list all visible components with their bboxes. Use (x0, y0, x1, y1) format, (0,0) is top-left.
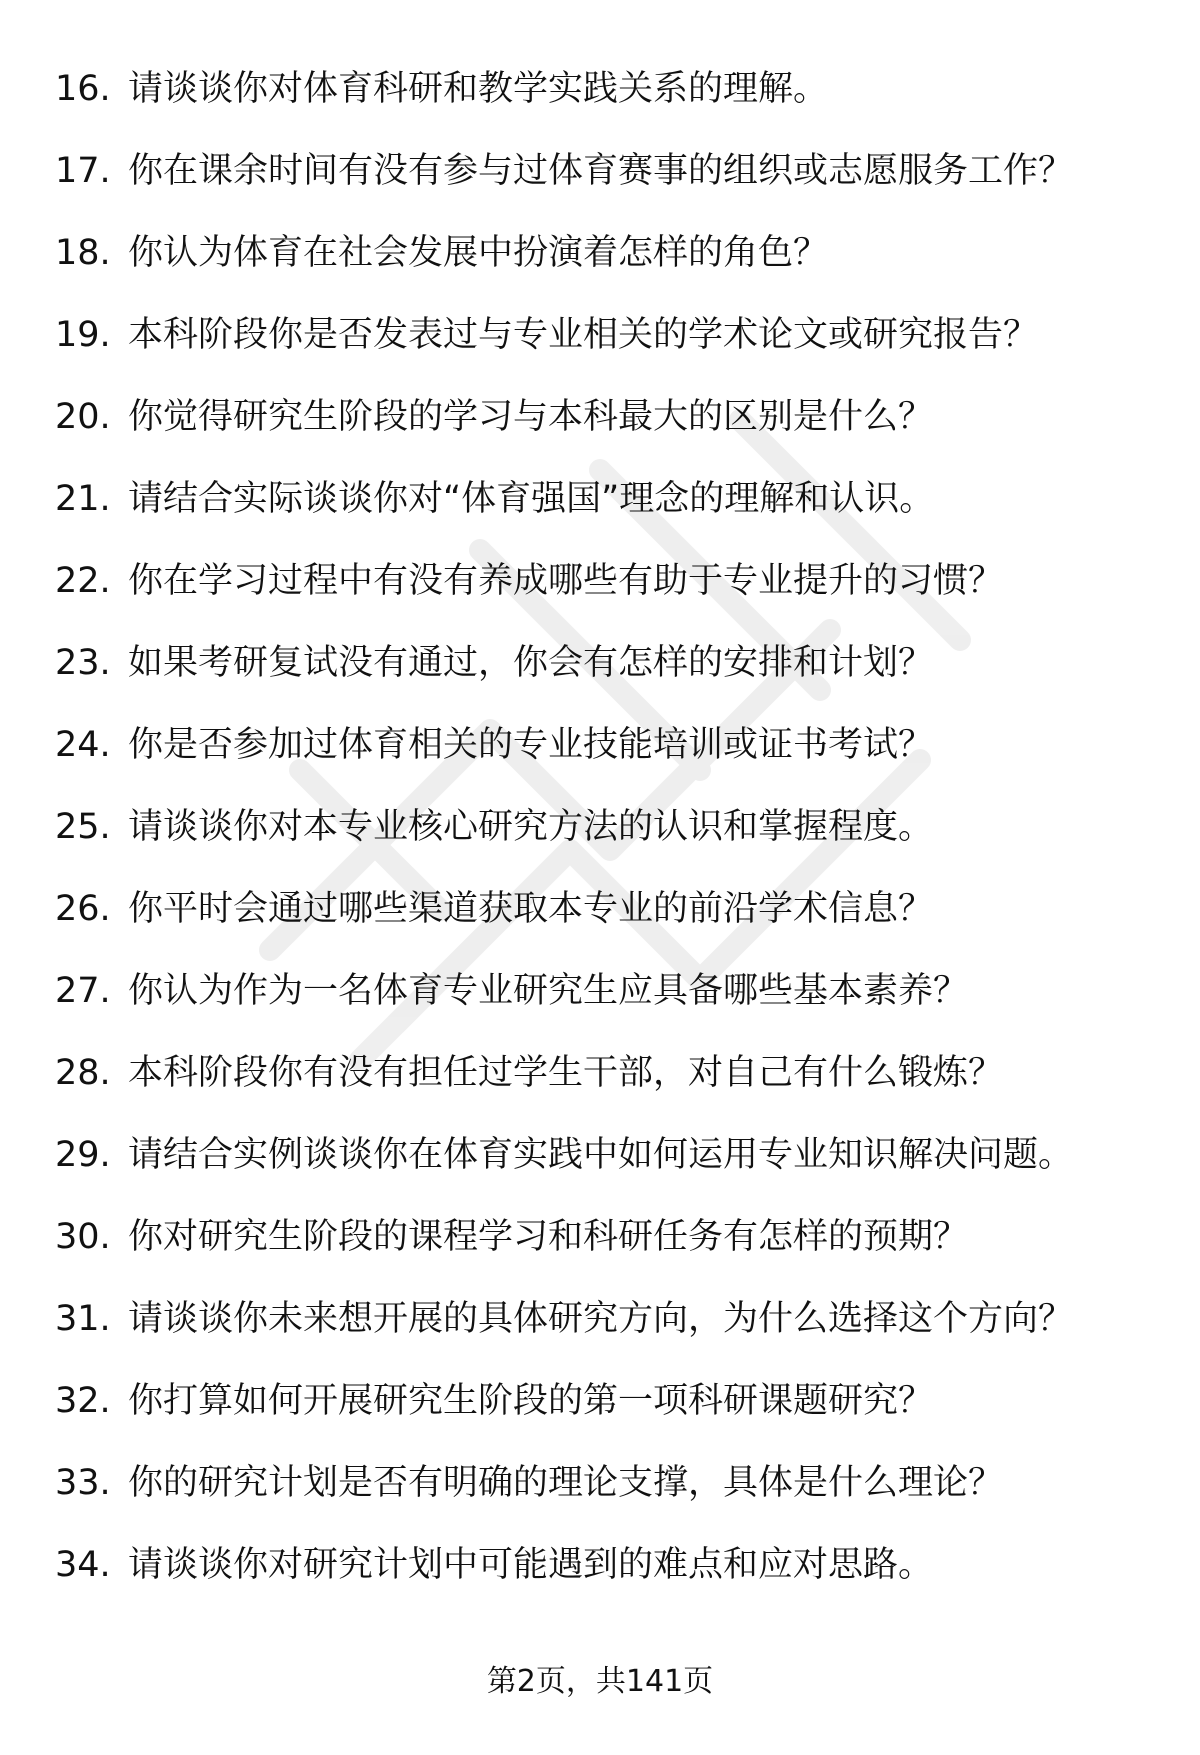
question-text: 你认为作为一名体育专业研究生应具备哪些基本素养？ (128, 971, 969, 1011)
question-number: 18. (55, 233, 111, 273)
question-number: 25. (55, 807, 111, 847)
question-item (55, 294, 1165, 376)
question-number: 22. (55, 561, 111, 601)
question-text: 你在课余时间有没有参与过体育赛事的组织或志愿服务工作？ (128, 151, 1074, 191)
question-number: 31. (55, 1299, 111, 1339)
question-item (55, 1114, 1165, 1196)
question-number: 34. (55, 1545, 111, 1585)
question-text: 你觉得研究生阶段的学习与本科最大的区别是什么？ (128, 397, 934, 437)
question-item (55, 1278, 1165, 1360)
question-number: 24. (55, 725, 111, 765)
question-text: 请谈谈你对研究计划中可能遇到的难点和应对思路。 (128, 1545, 934, 1585)
question-text: 请谈谈你未来想开展的具体研究方向，为什么选择这个方向？ (128, 1299, 1074, 1339)
question-item (55, 458, 1165, 540)
question-text: 请谈谈你对本专业核心研究方法的认识和掌握程度。 (128, 807, 934, 847)
question-item (55, 1442, 1165, 1524)
question-number: 19. (55, 315, 111, 355)
question-number: 27. (55, 971, 111, 1011)
question-text: 你在学习过程中有没有养成哪些有助于专业提升的习惯？ (128, 561, 1004, 601)
question-text: 如果考研复试没有通过，你会有怎样的安排和计划？ (128, 643, 934, 683)
question-text: 你对研究生阶段的课程学习和科研任务有怎样的预期？ (128, 1217, 969, 1257)
question-number: 30. (55, 1217, 111, 1257)
question-text: 请结合实例谈谈你在体育实践中如何运用专业知识解决问题。 (128, 1135, 1074, 1175)
question-text: 你的研究计划是否有明确的理论支撑，具体是什么理论？ (128, 1463, 1004, 1503)
question-number: 17. (55, 151, 111, 191)
question-item (55, 704, 1165, 786)
question-item (55, 130, 1165, 212)
question-list (55, 48, 1165, 1606)
question-number: 20. (55, 397, 111, 437)
question-item (55, 1360, 1165, 1442)
question-text: 你是否参加过体育相关的专业技能培训或证书考试？ (128, 725, 934, 765)
question-item (55, 212, 1165, 294)
question-number: 21. (55, 479, 111, 519)
question-number: 33. (55, 1463, 111, 1503)
question-text: 你认为体育在社会发展中扮演着怎样的角色？ (128, 233, 829, 273)
question-text: 你平时会通过哪些渠道获取本专业的前沿学术信息？ (128, 889, 934, 929)
question-text: 你打算如何开展研究生阶段的第一项科研课题研究？ (128, 1381, 934, 1421)
question-number: 26. (55, 889, 111, 929)
question-item (55, 1196, 1165, 1278)
question-text: 请谈谈你对体育科研和教学实践关系的理解。 (128, 69, 829, 109)
question-text: 请结合实际谈谈你对“体育强国”理念的理解和认识。 (128, 479, 935, 519)
page-footer (0, 1662, 1200, 1702)
question-item (55, 1524, 1165, 1606)
question-number: 16. (55, 69, 111, 109)
question-item (55, 540, 1165, 622)
question-number: 29. (55, 1135, 111, 1175)
question-item (55, 48, 1165, 130)
question-item (55, 786, 1165, 868)
question-text: 本科阶段你有没有担任过学生干部，对自己有什么锻炼？ (128, 1053, 1004, 1093)
question-number: 23. (55, 643, 111, 683)
question-item (55, 622, 1165, 704)
question-text: 本科阶段你是否发表过与专业相关的学术论文或研究报告？ (128, 315, 1039, 355)
question-number: 32. (55, 1381, 111, 1421)
question-item (55, 376, 1165, 458)
page-number-label: 第2页，共141页 (486, 1664, 714, 1699)
question-item (55, 1032, 1165, 1114)
question-item (55, 868, 1165, 950)
question-item (55, 950, 1165, 1032)
question-number: 28. (55, 1053, 111, 1093)
